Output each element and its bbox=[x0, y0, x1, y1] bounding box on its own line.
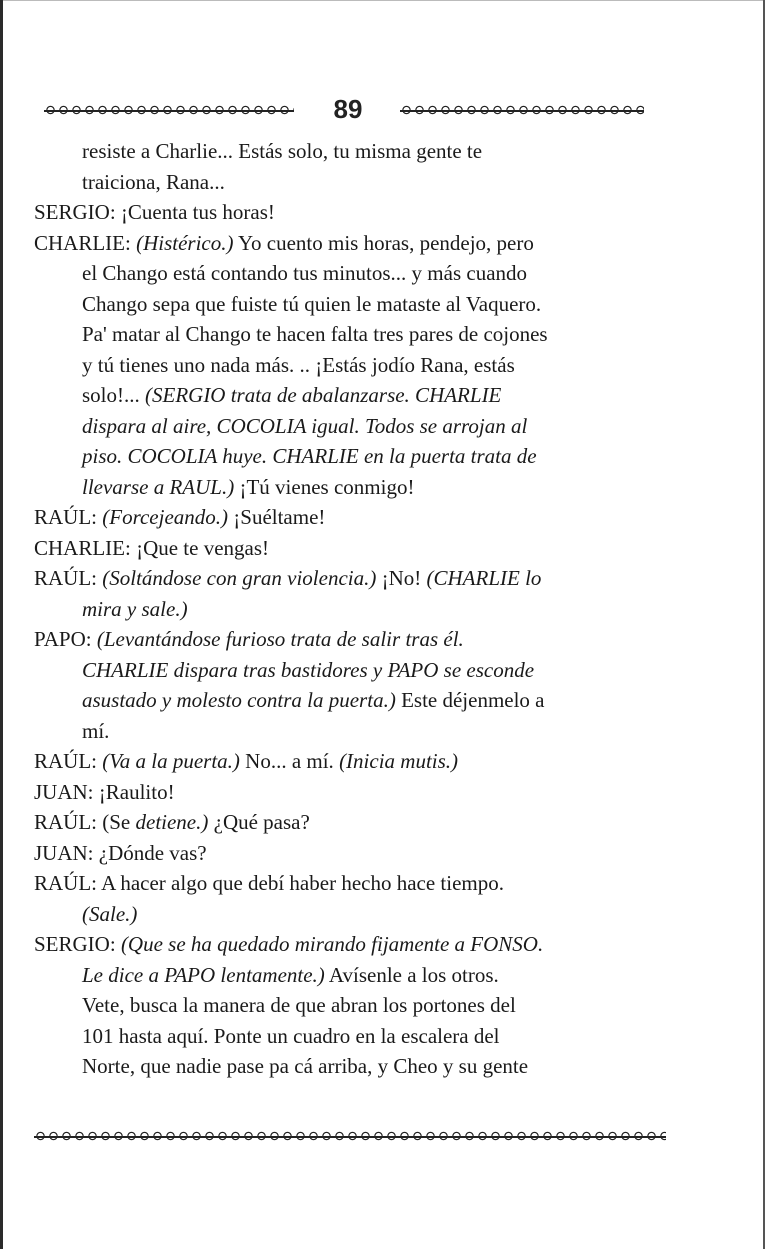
script-line-speech bbox=[34, 807, 684, 838]
dialogue-text: traiciona, Rana... bbox=[82, 169, 225, 194]
script-line-continuation bbox=[34, 594, 684, 625]
dialogue-text: Avísenle a los otros. bbox=[324, 962, 499, 987]
dialogue-text: RAÚL: (Se bbox=[34, 810, 136, 834]
dialogue-text: y tú tienes uno nada más. .. ¡Estás jodío Rana, estás bbox=[82, 352, 515, 377]
page-header bbox=[44, 96, 644, 128]
script-line-speech bbox=[34, 563, 684, 594]
dialogue-text: Chango sepa que fuiste tú quien le mataste al Vaquero. bbox=[82, 291, 542, 316]
script-line-continuation bbox=[34, 258, 684, 289]
script-line-continuation bbox=[34, 899, 684, 930]
stage-direction: (Que se ha quedado mirando fijamente a FONSO. bbox=[120, 932, 544, 956]
script-line-continuation bbox=[34, 655, 684, 686]
stage-direction: (Forcejeando.) bbox=[102, 505, 229, 529]
script-line-continuation bbox=[34, 167, 684, 198]
script-line-speech bbox=[34, 746, 684, 777]
dialogue-text: PAPO: bbox=[34, 627, 97, 651]
script-line-continuation bbox=[34, 411, 684, 442]
script-text bbox=[34, 136, 684, 1082]
script-line-speech bbox=[34, 929, 684, 960]
stage-direction: dispara al aire, COCOLIA igual. Todos se arrojan al bbox=[82, 413, 528, 438]
script-line-speech bbox=[34, 777, 684, 808]
stage-direction: mira y sale.) bbox=[82, 596, 188, 621]
dialogue-text: Pa' matar al Chango te hacen falta tres pares de cojones bbox=[82, 322, 548, 346]
dialogue-text: JUAN: ¿Dónde vas? bbox=[34, 840, 207, 865]
stage-direction: (Inicia mutis.) bbox=[339, 749, 459, 773]
script-line-continuation bbox=[34, 960, 684, 991]
script-line-continuation bbox=[34, 380, 684, 411]
footer-ornament bbox=[34, 1136, 666, 1150]
dialogue-text: 101 hasta aquí. Ponte un cuadro en la escalera del bbox=[82, 1023, 500, 1048]
chain-links-decoration bbox=[34, 1131, 666, 1141]
dialogue-text: mí. bbox=[82, 718, 110, 743]
stage-direction: (SERGIO trata de abalanzarse. CHARLIE bbox=[145, 383, 502, 407]
stage-direction: (CHARLIE lo bbox=[426, 566, 542, 590]
script-line-speech bbox=[34, 533, 684, 564]
stage-direction: (Va a la puerta.) bbox=[102, 749, 240, 773]
stage-direction: CHARLIE dispara tras bastidores y PAPO se esconde bbox=[82, 657, 535, 682]
script-line-speech bbox=[34, 868, 684, 899]
script-line-speech bbox=[34, 624, 684, 655]
dialogue-text: Norte, que nadie pase pa cá arriba, y Cheo y su gente bbox=[82, 1054, 529, 1078]
chain-links-decoration bbox=[44, 105, 294, 115]
dialogue-text: Vete, busca la manera de que abran los portones del bbox=[82, 993, 516, 1017]
script-line-continuation bbox=[34, 1021, 684, 1052]
script-line-continuation bbox=[34, 1051, 684, 1082]
dialogue-text: SERGIO: ¡Cuenta tus horas! bbox=[34, 200, 275, 224]
script-line-speech bbox=[34, 838, 684, 869]
dialogue-text: resiste a Charlie... Estás solo, tu misma gente te bbox=[82, 139, 483, 163]
script-line-continuation bbox=[34, 441, 684, 472]
script-line-continuation bbox=[34, 990, 684, 1021]
dialogue-text: No... a mí. bbox=[239, 749, 340, 773]
dialogue-text: RAÚL: bbox=[34, 749, 103, 773]
header-ornament-right bbox=[400, 110, 644, 124]
dialogue-text: RAÚL: A hacer algo que debí haber hecho hace tiempo. bbox=[34, 871, 504, 895]
stage-direction: (Sale.) bbox=[82, 901, 138, 926]
page-number: 89 bbox=[333, 94, 363, 124]
dialogue-text: CHARLIE: bbox=[34, 230, 137, 255]
script-line-speech bbox=[34, 197, 684, 228]
dialogue-text: Yo cuento mis horas, pendejo, pero bbox=[233, 230, 534, 255]
script-line-continuation bbox=[34, 716, 684, 747]
stage-direction: (Histérico.) bbox=[136, 230, 234, 255]
script-line-continuation bbox=[34, 350, 684, 381]
script-line-continuation bbox=[34, 319, 684, 350]
stage-direction: (Soltándose con gran violencia.) bbox=[102, 566, 377, 590]
dialogue-text: ¡Tú vienes conmigo! bbox=[234, 474, 415, 499]
stage-direction: asustado y molesto contra la puerta.) bbox=[82, 688, 396, 712]
dialogue-text: solo!... bbox=[82, 383, 145, 407]
dialogue-text: JUAN: ¡Raulito! bbox=[34, 779, 175, 804]
stage-direction: detiene.) bbox=[135, 810, 209, 834]
dialogue-text: RAÚL: bbox=[34, 505, 103, 529]
dialogue-text: ¡Suéltame! bbox=[228, 505, 326, 529]
dialogue-text: CHARLIE: ¡Que te vengas! bbox=[34, 535, 270, 560]
header-ornament-left bbox=[44, 110, 294, 124]
script-line-continuation bbox=[34, 136, 684, 167]
script-line-speech bbox=[34, 502, 684, 533]
script-line-continuation bbox=[34, 685, 684, 716]
stage-direction: Le dice a PAPO lentamente.) bbox=[82, 962, 325, 987]
dialogue-text: ¡No! bbox=[376, 566, 427, 590]
stage-direction: (Levantándose furioso trata de salir tras él. bbox=[96, 627, 464, 651]
page-left-edge bbox=[0, 0, 3, 1249]
dialogue-text: RAÚL: bbox=[34, 566, 103, 590]
dialogue-text: Este déjenmelo a bbox=[395, 688, 545, 712]
dialogue-text: ¿Qué pasa? bbox=[208, 810, 310, 834]
script-line-continuation bbox=[34, 472, 684, 503]
dialogue-text: SERGIO: bbox=[34, 932, 121, 956]
script-line-continuation bbox=[34, 289, 684, 320]
chain-links-decoration bbox=[400, 105, 644, 115]
dialogue-text: el Chango está contando tus minutos... y más cuando bbox=[82, 261, 528, 285]
stage-direction: llevarse a RAUL.) bbox=[82, 474, 235, 499]
script-line-speech bbox=[34, 228, 684, 259]
stage-direction: piso. COCOLIA huye. CHARLIE en la puerta trata de bbox=[82, 444, 537, 468]
page-top-edge bbox=[0, 0, 765, 1]
